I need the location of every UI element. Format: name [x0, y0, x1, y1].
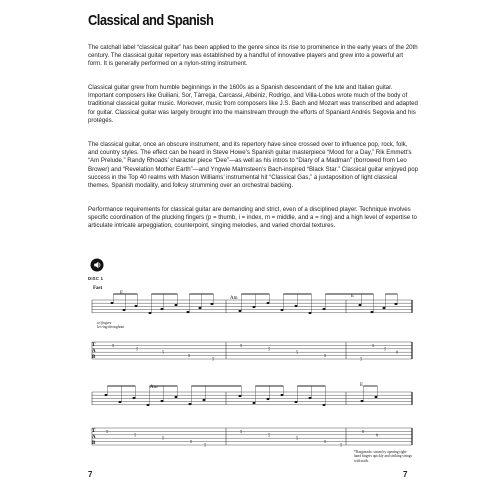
page-number-right: 7	[403, 470, 408, 479]
tab-fret-number: 5	[204, 442, 207, 448]
tab-fret-number: 5	[240, 428, 243, 434]
track-label: DISC 1	[88, 276, 104, 281]
note-head	[147, 404, 150, 406]
tab-fret-number: 5	[360, 356, 363, 362]
note-head	[119, 401, 122, 403]
note-head	[175, 396, 178, 398]
tab-fret-number: 5	[162, 349, 165, 355]
tab-letter: B	[92, 441, 96, 446]
notation-staff	[92, 294, 412, 314]
tab-fret-number: 5	[296, 349, 299, 355]
note-head	[187, 311, 190, 313]
note-head	[161, 400, 164, 402]
page-number-left: 7	[88, 470, 93, 479]
tab-letter: T	[92, 429, 96, 434]
tab-fret-number: 5	[372, 342, 375, 348]
tab-fret-number: 5	[162, 435, 165, 441]
tab-letter: B	[92, 355, 96, 360]
footnote: *Rasgueado: strum by opening right-hand fingers quickly and striking strings with nails.	[354, 450, 412, 463]
chord-symbol: E	[360, 383, 364, 388]
tab-fret-number: 5	[106, 428, 109, 434]
tab-fret-number: 5	[212, 356, 215, 362]
note-head	[123, 309, 126, 311]
tab-fret-number: 5	[190, 439, 193, 445]
note-head	[295, 401, 298, 403]
tab-fret-number: 5	[384, 346, 387, 352]
note-head	[267, 302, 270, 304]
note-head	[239, 395, 242, 397]
note-head	[199, 307, 202, 309]
technique-note: w/ fingers let ring throughout	[97, 321, 125, 330]
note-head	[253, 402, 256, 404]
note-head	[281, 394, 284, 396]
tab-letter: T	[92, 343, 96, 348]
chord-symbol: Am	[230, 296, 238, 301]
tab-fret-number: 5	[134, 432, 137, 438]
tab-letter: A	[92, 349, 96, 354]
note-head	[203, 399, 206, 401]
notation-staff	[92, 386, 412, 406]
note-head	[323, 404, 326, 406]
tab-fret-number: 5	[188, 353, 191, 359]
tab-fret-number: 5	[268, 432, 271, 438]
paragraph-intro: The catchall label “classical guitar” has been applied to the genre since its rise to prominence in the early years of the 20th century. The classical guitar repertory was established by a handful of innovative players and grew into a powerful art form. It is generally performed on a nylon-string instrument.	[88, 44, 418, 68]
tab-fret-number: 0	[396, 349, 399, 355]
note-head	[361, 400, 364, 402]
tab-fret-number: 5	[296, 435, 299, 441]
note-head	[105, 394, 108, 396]
note-head	[281, 309, 284, 311]
note-head	[309, 397, 312, 399]
chord-symbol: E	[120, 291, 124, 296]
note-head	[111, 302, 114, 304]
note-head	[211, 303, 214, 305]
page-title: Classical and Spanish	[88, 12, 214, 29]
note-head	[239, 310, 242, 312]
paragraph-technique: Performance requirements for classical guitar are demanding and strict, even of a disciplined player. Technique involves specific coordination of the plucking fingers (p = thumb, i = index, m = middle, and a = ring) and a high level of expertise to articulate intricate arpeggiation, counterpoint, singing melodies, and varied chordal textures.	[88, 206, 417, 230]
note-head	[323, 308, 326, 310]
note-head	[135, 305, 138, 307]
tempo-marking: Fast	[93, 286, 103, 291]
note-head	[395, 303, 398, 305]
note-head	[175, 304, 178, 306]
paragraph-influence: The classical guitar, once an obscure instrument, and its repertory have since crossed over to influence pop, rock, folk, and country styles. The effect can be heard in Steve Howe’s Spanish guitar masterpiece “Mood for a Day,” Rik Emmett’s “Am Prelude,” Randy Rhoads’ character piece “Dee”—as well as his intros to “Diary of a Madman” (borrowed from Leo Brower) and “Revelation Mother Earth”—and Yngwie Malmsteen’s Bach-inspired “Black Star.” Classical guitar enjoyed pop success in the Top 40 realms with Mason Williams’ instrumental hit “Classical Gas,” a juxtaposition of light classical themes, Spanish modality, and folksy strumming over an orchestral backing.	[88, 141, 419, 190]
tab-fret-number: 5	[112, 342, 115, 348]
tab-fret-number: 5	[340, 442, 343, 448]
note-head	[309, 312, 312, 314]
chord-symbol: E	[351, 294, 355, 299]
tab-fret-number: 5	[240, 342, 243, 348]
tab-fret-number: 0	[376, 432, 379, 438]
note-head	[133, 397, 136, 399]
tab-fret-number: 5	[268, 346, 271, 352]
note-head	[149, 312, 152, 314]
note-head	[359, 304, 362, 306]
tab-fret-number: 0	[362, 428, 365, 434]
note-head	[371, 311, 374, 313]
note-head	[161, 308, 164, 310]
tab-fret-number: 5	[324, 353, 327, 359]
note-head	[189, 403, 192, 405]
note-head	[253, 306, 256, 308]
tab-letter: A	[92, 435, 96, 440]
chord-symbol: Am	[150, 385, 158, 390]
paragraph-history: Classical guitar grew from humble beginnings in the 1600s as a Spanish descendant of the lute and Italian guitar. Important composers like Guiliani, Sor, Tárrega, Carcassi, Albéniz, Rodrigo, and Villa-Lobos wrote much of the body of traditional classical guitar music. Moreover, music from composers like J.S. Bach and Mozart was transcribed and adapted for guitar. Classical guitar was largely brought into the mainstream through the efforts of Spaniard Andrés Segovia and his protégés.	[88, 84, 418, 124]
note-head	[267, 398, 270, 400]
note-head	[375, 396, 378, 398]
tab-fret-number: 5	[136, 346, 139, 352]
note-head	[383, 307, 386, 309]
note-head	[295, 305, 298, 307]
tab-staff	[92, 342, 412, 359]
tab-fret-number: 5	[324, 439, 327, 445]
